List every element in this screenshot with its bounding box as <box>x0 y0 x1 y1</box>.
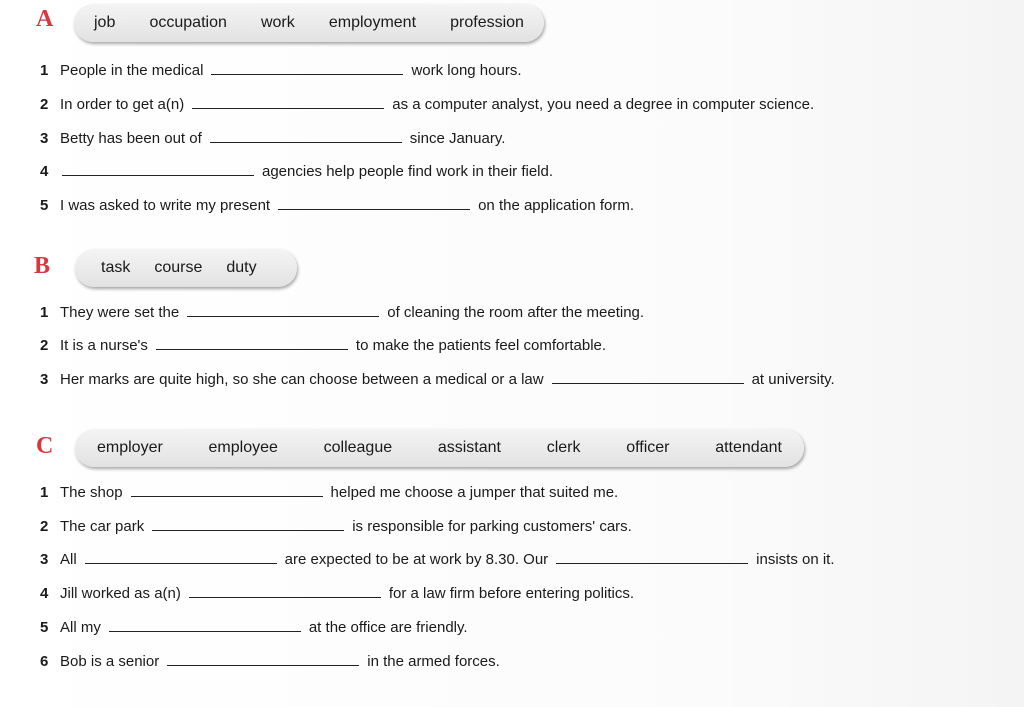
answer-blank[interactable] <box>167 653 359 666</box>
word-b-1: task <box>101 259 131 276</box>
answer-blank[interactable] <box>85 551 277 564</box>
section-a-letter: A <box>36 6 54 32</box>
question-a-4: 4 agencies help people find work in their field. <box>40 163 554 180</box>
question-c-3: 3 All are expected to be at work by 8.30. Our insists on it. <box>40 551 835 568</box>
answer-blank[interactable] <box>156 337 348 350</box>
question-c-5: 5 All my at the office are friendly. <box>40 619 468 636</box>
answer-blank[interactable] <box>62 163 254 176</box>
word-a-3: work <box>260 14 295 31</box>
answer-blank[interactable] <box>556 551 748 564</box>
question-a-2: 2 In order to get a(n) as a computer analyst, you need a degree in computer science. <box>40 96 815 113</box>
question-c-2: 2 The car park is responsible for parking customers' cars. <box>40 518 632 535</box>
question-a-1: 1 People in the medical work long hours. <box>40 62 522 79</box>
answer-blank[interactable] <box>189 585 381 598</box>
question-b-3: 3 Her marks are quite high, so she can choose between a medical or a law at university. <box>40 371 835 388</box>
word-a-1: job <box>94 14 116 31</box>
answer-blank[interactable] <box>278 197 470 210</box>
section-c-word-box <box>75 429 804 467</box>
word-b-2: course <box>154 259 203 276</box>
word-b-3: duty <box>226 259 257 276</box>
section-b-letter: B <box>34 253 51 279</box>
word-c-4: assistant <box>437 439 501 456</box>
word-c-3: colleague <box>323 439 393 456</box>
answer-blank[interactable] <box>152 518 344 531</box>
section-b-word-box <box>75 249 297 287</box>
question-a-5: 5 I was asked to write my present on the application form. <box>40 197 635 214</box>
word-c-6: officer <box>626 439 670 456</box>
section-a-word-box <box>74 4 544 42</box>
question-b-2: 2 It is a nurse's to make the patients feel comfortable. <box>40 337 607 354</box>
answer-blank[interactable] <box>210 130 402 143</box>
question-c-4: 4 Jill worked as a(n) for a law firm before entering politics. <box>40 585 634 602</box>
answer-blank[interactable] <box>187 304 379 317</box>
section-c-letter: C <box>36 433 54 459</box>
word-a-5: profession <box>450 14 524 31</box>
word-c-5: clerk <box>546 439 581 456</box>
question-c-1: 1 The shop helped me choose a jumper that suited me. <box>40 484 619 501</box>
answer-blank[interactable] <box>211 62 403 75</box>
word-c-2: employee <box>208 439 278 456</box>
answer-blank[interactable] <box>109 619 301 632</box>
question-a-3: 3 Betty has been out of since January. <box>40 130 506 147</box>
answer-blank[interactable] <box>131 484 323 497</box>
word-a-2: occupation <box>149 14 227 31</box>
word-a-4: employment <box>328 14 417 31</box>
question-b-1: 1 They were set the of cleaning the room after the meeting. <box>40 304 645 321</box>
answer-blank[interactable] <box>192 96 384 109</box>
word-c-1: employer <box>97 439 163 456</box>
question-c-6: 6 Bob is a senior in the armed forces. <box>40 653 500 670</box>
word-c-7: attendant <box>715 439 782 456</box>
answer-blank[interactable] <box>552 371 744 384</box>
